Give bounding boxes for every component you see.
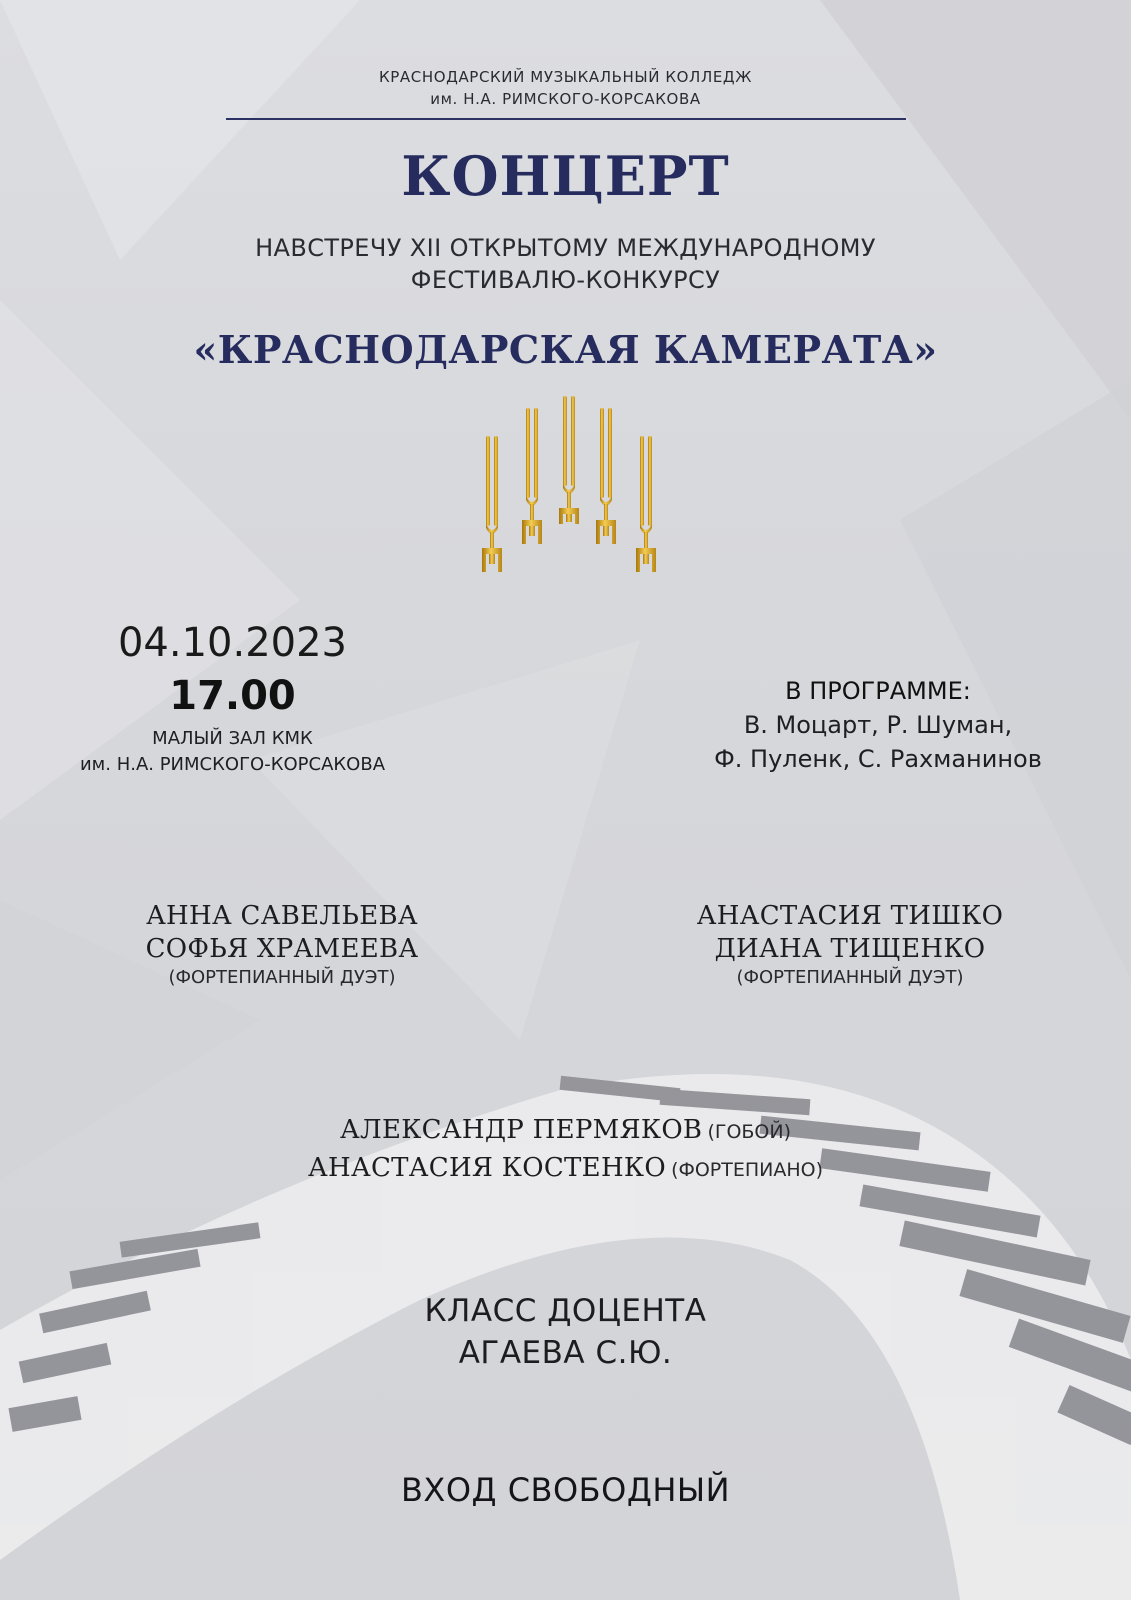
venue-line-2: им. Н.А. РИМСКОГО-КОРСАКОВА [79, 754, 386, 775]
teacher-class [0, 1290, 1131, 1374]
performer-role: (ФОРТЕПИАНО) [671, 1159, 824, 1181]
event-info [50, 616, 415, 778]
performer-line [0, 1114, 1131, 1152]
performer-name: АНАСТАСИЯ КОСТЕНКО [307, 1153, 666, 1183]
subtitle-line-2: ФЕСТИВАЛЮ-КОНКУРСУ [410, 266, 721, 294]
program-line-1: В. Моцарт, Р. Шуман, [743, 711, 1013, 739]
institution-line-2: им. Н.А. РИМСКОГО-КОРСАКОВА [430, 90, 701, 108]
festival-name: «КРАСНОДАРСКАЯ КАМЕРАТА» [193, 327, 938, 372]
performer-line [0, 1152, 1131, 1190]
performer-name: СОФЬЯ ХРАМЕЕВА [145, 934, 419, 964]
program-line-2: Ф. Пуленк, С. Рахманинов [714, 745, 1042, 773]
performer-name: АННА САВЕЛЬЕВА [146, 901, 418, 931]
performer-role: (ФОРТЕПИАННЫЙ ДУЭТ) [736, 967, 964, 988]
event-subtitle [0, 232, 1131, 296]
tuning-forks-icon [474, 396, 664, 580]
event-time: 17.00 [169, 673, 296, 719]
performer-name: АЛЕКСАНДР ПЕРМЯКОВ [339, 1115, 703, 1145]
page-title: КОНЦЕРТ [401, 144, 730, 208]
performer-duo-left [72, 900, 492, 990]
performer-name: ДИАНА ТИЩЕНКО [714, 934, 986, 964]
performer-pair [0, 1114, 1131, 1190]
teacher-line-1: КЛАСС ДОЦЕНТА [424, 1293, 707, 1329]
institution-name [0, 66, 1131, 110]
program-info [686, 674, 1070, 776]
program-heading: В ПРОГРАММЕ: [785, 677, 971, 705]
subtitle-line-1: НАВСТРЕЧУ XII ОТКРЫТОМУ МЕЖДУНАРОДНОМУ [255, 234, 876, 262]
teacher-line-2: АГАЕВА С.Ю. [458, 1335, 673, 1371]
free-entry-notice: ВХОД СВОБОДНЫЙ [400, 1471, 731, 1509]
performer-role: (ГОБОЙ) [707, 1121, 792, 1143]
performer-name: АНАСТАСИЯ ТИШКО [696, 901, 1004, 931]
performer-duo-right [640, 900, 1060, 990]
venue-line-1: МАЛЫЙ ЗАЛ КМК [152, 728, 313, 749]
event-date: 04.10.2023 [117, 620, 348, 666]
institution-line-1: КРАСНОДАРСКИЙ МУЗЫКАЛЬНЫЙ КОЛЛЕДЖ [379, 68, 752, 86]
performer-role: (ФОРТЕПИАННЫЙ ДУЭТ) [168, 967, 396, 988]
header-divider [226, 118, 906, 120]
event-venue [50, 726, 415, 778]
